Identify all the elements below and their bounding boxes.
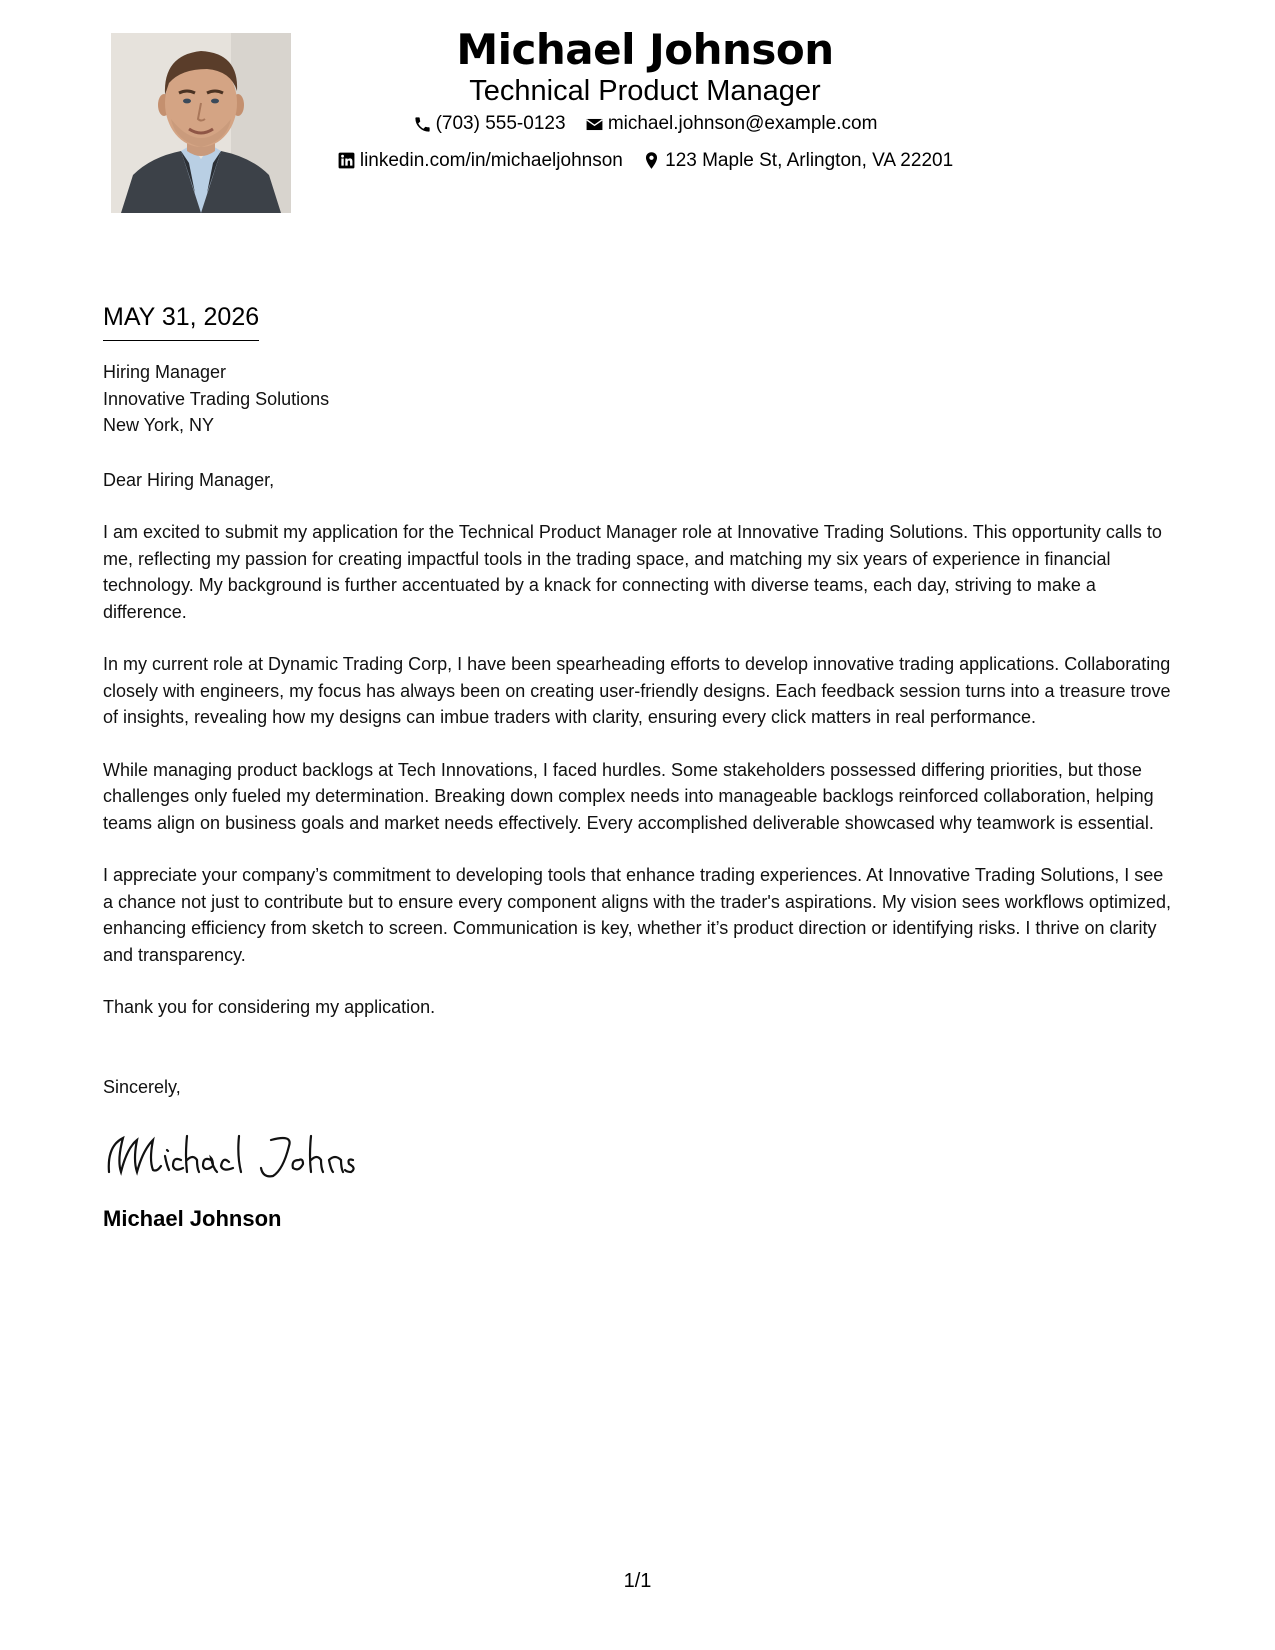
phone-icon <box>413 115 432 134</box>
closing: Sincerely, <box>103 1076 181 1097</box>
recipient-line: New York, NY <box>103 415 215 435</box>
contact-linkedin[interactable] <box>337 145 623 177</box>
contact-line-2 <box>320 145 970 182</box>
map-pin-icon <box>642 151 661 170</box>
address-text: 123 Maple St, Arlington, VA 22201 <box>665 149 954 171</box>
letter-body <box>103 359 1175 1234</box>
linkedin-text: linkedin.com/in/michaeljohnson <box>359 149 623 171</box>
paragraph: While managing product backlogs at Tech Innovations, I faced hurdles. Some stakeholders possessed differing priorities, but those challenges only fueled my determination. Breaking down complex needs into manageable backlogs reinforced collaboration, helping teams align on business goals and market needs effectively. Every accomplished deliverable showcased why teamwork is essential. <box>103 759 1154 833</box>
contact-email[interactable] <box>585 108 878 140</box>
paragraph: Thank you for considering my application. <box>103 997 436 1017</box>
recipient-block <box>103 359 1175 439</box>
phone-text: (703) 555-0123 <box>435 113 566 134</box>
paragraph: In my current role at Dynamic Trading Corp, I have been spearheading efforts to develop innovative trading applications. Collaborating closely with engineers, my focus has always been on creating user-friendly designs. Each feedback session turns into a treasure trove of insights, revealing how my designs can imbue traders with clarity, ensuring every click matters in real performance. <box>103 654 1171 727</box>
letter-date: MAY 31, 2026 <box>103 300 259 341</box>
contact-line-1 <box>320 108 970 145</box>
page-number: 1/1 <box>623 1570 652 1592</box>
recipient-line: Hiring Manager <box>103 362 227 382</box>
recipient-line: Innovative Trading Solutions <box>103 388 330 409</box>
contact-address <box>642 145 953 177</box>
handwritten-signature <box>103 1126 1175 1186</box>
candidate-title: Technical Product Manager <box>469 75 821 107</box>
signed-name: Michael Johnson <box>103 1206 282 1231</box>
salutation: Dear Hiring Manager, <box>103 469 275 490</box>
candidate-name: Michael Johnson <box>456 25 834 74</box>
envelope-icon <box>585 115 604 134</box>
profile-photo <box>111 33 291 213</box>
paragraph: I appreciate your company’s commitment to developing tools that enhance trading experiences. At Innovative Trading Solutions, I see a chance not just to contribute but to ensure every component aligns with the trader's aspirations. My vision sees workflows optimized, enhancing efficiency from sketch to screen. Communication is key, whether it’s product direction or identifying risks. I thrive on clarity and transparency. <box>103 865 1171 965</box>
email-text: michael.johnson@example.com <box>607 113 878 134</box>
contact-phone <box>413 108 566 140</box>
linkedin-icon <box>337 151 356 170</box>
paragraph: I am excited to submit my application for the Technical Product Manager role at Innovative Trading Solutions. This opportunity calls to me, reflecting my passion for creating impactful tools in the trading space, and matching my six years of experience in financial technology. My background is further accentuated by a knack for connecting with diverse teams, each day, striving to make a difference. <box>103 522 1162 622</box>
header <box>320 24 970 181</box>
